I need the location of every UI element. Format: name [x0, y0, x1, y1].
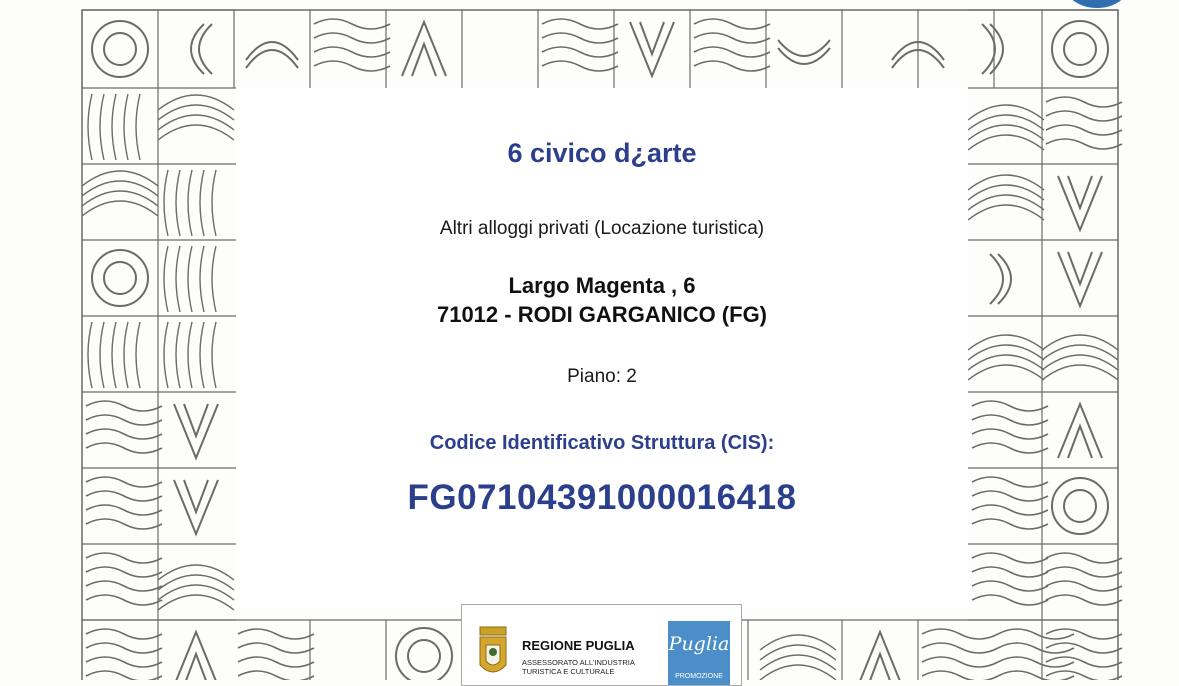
cis-label: Codice Identificativo Struttura (CIS): [429, 432, 775, 454]
address-street: Largo Magenta , 6 [508, 273, 696, 298]
puglia-promozione-logo [668, 621, 730, 685]
address [236, 271, 968, 329]
accommodation-type: Altri alloggi privati (Locazione turistica) [439, 218, 765, 239]
region-coat-of-arms-icon [474, 623, 512, 685]
property-name: 6 civico d¿arte [507, 138, 697, 168]
region-name: REGIONE PUGLIA [522, 638, 635, 653]
address-city: 71012 - RODI GARGANICO (FG) [436, 302, 768, 327]
department-name: ASSESSORATO ALL'INDUSTRIA TURISTICA E CULTURALE [522, 658, 635, 676]
floor-number: Piano: 2 [567, 366, 637, 387]
cis-code: FG07104391000016418 [407, 478, 797, 517]
promozione-label: PROMOZIONE [675, 673, 723, 680]
footer-logos [461, 604, 742, 686]
puglia-logo-word: Puglia [668, 633, 730, 655]
